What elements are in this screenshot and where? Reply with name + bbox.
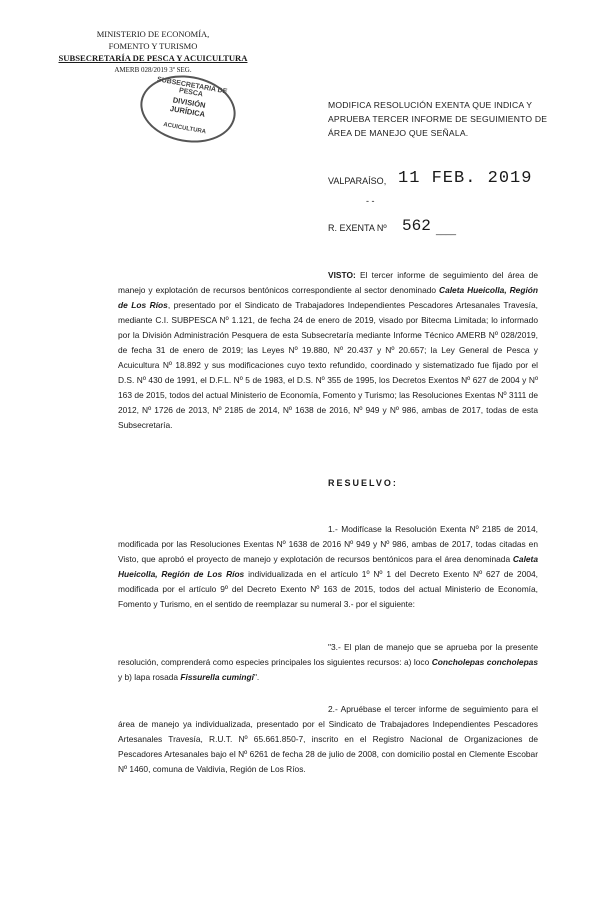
reference-code: AMERB 028/2019 3º SEG. [114, 66, 192, 74]
place-label: VALPARAÍSO, [328, 176, 387, 186]
ministry-line-2: FOMENTO Y TURISMO [108, 41, 198, 51]
ministry-line-1: MINISTERIO DE ECONOMÍA, [96, 29, 210, 39]
stamped-date: 11 FEB. 2019 [398, 169, 533, 188]
quote-paragraph [118, 640, 538, 685]
visto-text-1: El tercer informe de seguimiento del área de manejo y explotación de recursos bentónicos correspondiente al sector denominado [118, 270, 538, 295]
visto-paragraph [118, 268, 538, 433]
visto-label: VISTO: [328, 270, 356, 280]
date-dashes: - - [366, 196, 375, 206]
division-juridica-stamp [135, 68, 241, 150]
res-label: R. EXENTA Nº [328, 223, 387, 233]
article-1-text-1: 1.- Modifícase la Resolución Exenta Nº 2185 de 2014, modificada por las Resoluciones Exentas Nº 1638 de 2016 Nº 949 y Nº 986, ambas de 2017, todas citadas en Visto, que aprobó el proyecto de manejo y explotación de recursos bentónicos para el área denominada [118, 524, 538, 564]
res-number-underline: ____ [436, 225, 457, 235]
ministry-header [58, 28, 248, 76]
species-1: Concholepas concholepas [431, 657, 538, 667]
stamp-bottom-text: ACUICULTURA [162, 121, 207, 136]
species-2: Fissurella cumingi [180, 672, 254, 682]
subsecretaria-line: SUBSECRETARÍA DE PESCA Y ACUICULTURA [58, 53, 248, 63]
article-2-paragraph [118, 702, 538, 777]
date-line [328, 171, 548, 191]
visto-sector: Caleta Hueicolla, Región de Los Ríos [118, 285, 539, 310]
quote-text-1: "3.- El plan de manejo que se aprueba por la presente resolución, comprenderá como especies principales los siguientes recursos: a) loco [118, 642, 538, 667]
quote-text-3: ". [253, 672, 260, 682]
article-2-text: 2.- Apruébase el tercer informe de seguimiento para el área de manejo ya individualizada, presentado por el Sindicato de Trabajadores Independientes Pescadores Artesanales Travesía, R.U.T. Nº 65.661.850-7, inscrito en el Registro Nacional de Organizaciones de Pescadores Artesanales bajo el Nº 6261 de fecha 28 de julio de 2008, con domicilio postal en Clemente Escobar Nº 1460, comuna de Valdivia, Región de Los Ríos. [118, 704, 538, 774]
stamp-top-text: SUBSECRETARIA DE PESCA [156, 76, 228, 99]
resuelvo-heading: RESUELVO: [328, 478, 398, 488]
article-1-paragraph [118, 522, 538, 612]
quote-text-2: y b) lapa rosada [118, 672, 181, 682]
resolution-number-line [328, 218, 548, 238]
res-number: 562 [402, 217, 431, 235]
article-1-sector: Caleta Hueicolla, Región de Los Ríos [118, 554, 538, 579]
article-1-text-2: individualizada en el artículo 1º Nº 1 del Decreto Exento Nº 627 de 2004, modificada por el artículo 9º del Decreto Exento Nº 163 de 2015, todos del actual Ministerio de Economía, Fomento y Turismo, en el sentido de reemplazar su numeral 3.- por el siguiente: [118, 569, 538, 609]
resolution-title: MODIFICA RESOLUCIÓN EXENTA QUE INDICA Y APRUEBA TERCER INFORME DE SEGUIMIENTO DE ÁREA DE MANEJO QUE SEÑALA. [328, 100, 548, 138]
visto-text-2: , presentado por el Sindicato de Trabajadores Independientes Pescadores Artesanales Travesía, mediante C.I. SUBPESCA Nº 1.121, de fecha 24 de enero de 2019, visado por Bitecma Limitada; lo informado por la División Administración Pesquera de esta Subsecretaría mediante Informe Técnico AMERB Nº 028/2019, de fecha 31 de enero de 2019; las Leyes Nº 19.880, Nº 20.437 y Nº 20.657; la Ley General de Pesca y Acuicultura Nº 18.892 y sus modificaciones cuyo texto refundido, coordinado y sistematizado fue fijado por el D.S. Nº 430 de 1991, el D.F.L. Nº 5 de 1983, el D.S. Nº 355 de 1995, los Decretos Exentos Nº 627 de 2004 y Nº 163 de 2015, todos del actual Ministerio de Economía, Fomento y Turismo; las Resoluciones Exentas Nº 3111 de 2012, Nº 1726 de 2013, Nº 2185 de 2014, Nº 1638 de 2016, Nº 949 y Nº 986, ambas de 2017, todas de esta Subsecretaría. [118, 300, 538, 430]
stamp-middle-text: DIVISIÓN JURÍDICA [169, 95, 207, 119]
